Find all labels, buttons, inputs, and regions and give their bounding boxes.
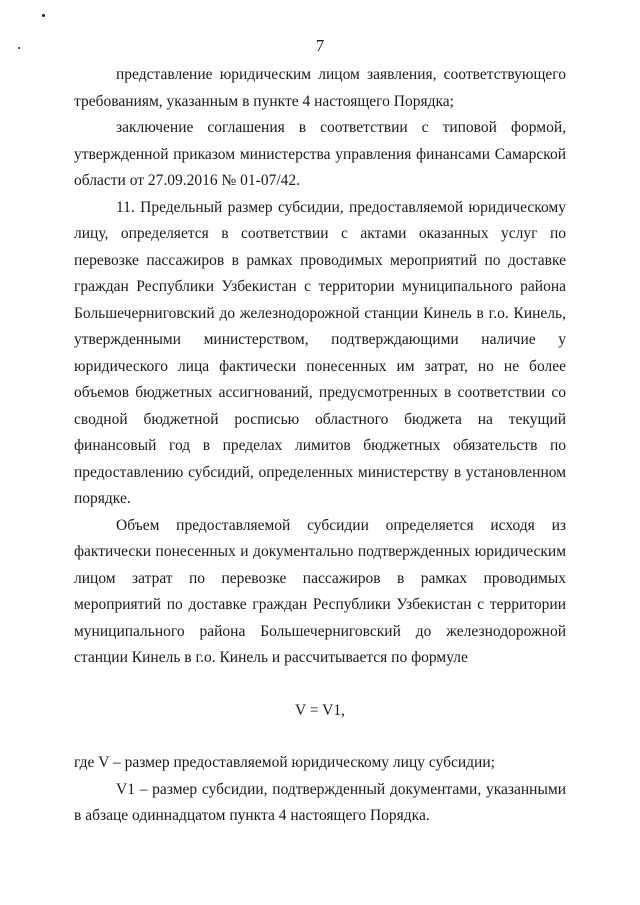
formula-where-line: где V – размер предоставляемой юридическому лицу субсидии; (74, 754, 495, 771)
paragraph-clause-11: 11. Предельный размер субсидии, предоставляемой юридическому лицу, определяется в соответствии с актами оказанных услуг по перевозке пассажиров в рамках проводимых мероприятий по доставке граждан Республики Узбекистан с территории муниципального района Большечерниговский до железнодорожной станции Кинель в г.о. Кинель, утвержденными министерством, подтверждающими наличие у юридического лица фактически понесенных им затрат, но не более объемов бюджетных ассигнований, предусмотренных в соответствии со сводной бюджетной росписью областного бюджета на текущий финансовый год в пределах лимитов бюджетных обязательств по предоставлению субсидий, определенных министерству в установленном порядке. (74, 198, 566, 507)
document-body (74, 62, 566, 830)
paragraph-application: представление юридическим лицом заявления, соответствующего требованиям, указанным в пункте 4 настоящего Порядка; (74, 66, 566, 110)
paragraph-agreement: заключение соглашения в соответствии с типовой формой, утвержденной приказом министерства управления финансами Самарской области от 27.09.2016 № 01-07/42. (74, 119, 566, 189)
scan-speck (42, 14, 45, 17)
v1-definition: V1 – размер субсидии, подтвержденный документами, указанными в абзаце одиннадцатом пункта 4 настоящего Порядка. (74, 780, 566, 824)
page-number: 7 (315, 36, 325, 55)
formula: V = V1, (295, 701, 345, 719)
paragraph-subsidy-volume: Объем предоставляемой субсидии определяется исходя из фактически понесенных и документально подтвержденных юридическим лицом затрат по перевозке пассажиров в рамках проводимых мероприятий по доставке граждан Республики Узбекистан с территории муниципального района Большечерниговский до железнодорожной станции Кинель в г.о. Кинель и рассчитывается по формуле (74, 516, 566, 666)
